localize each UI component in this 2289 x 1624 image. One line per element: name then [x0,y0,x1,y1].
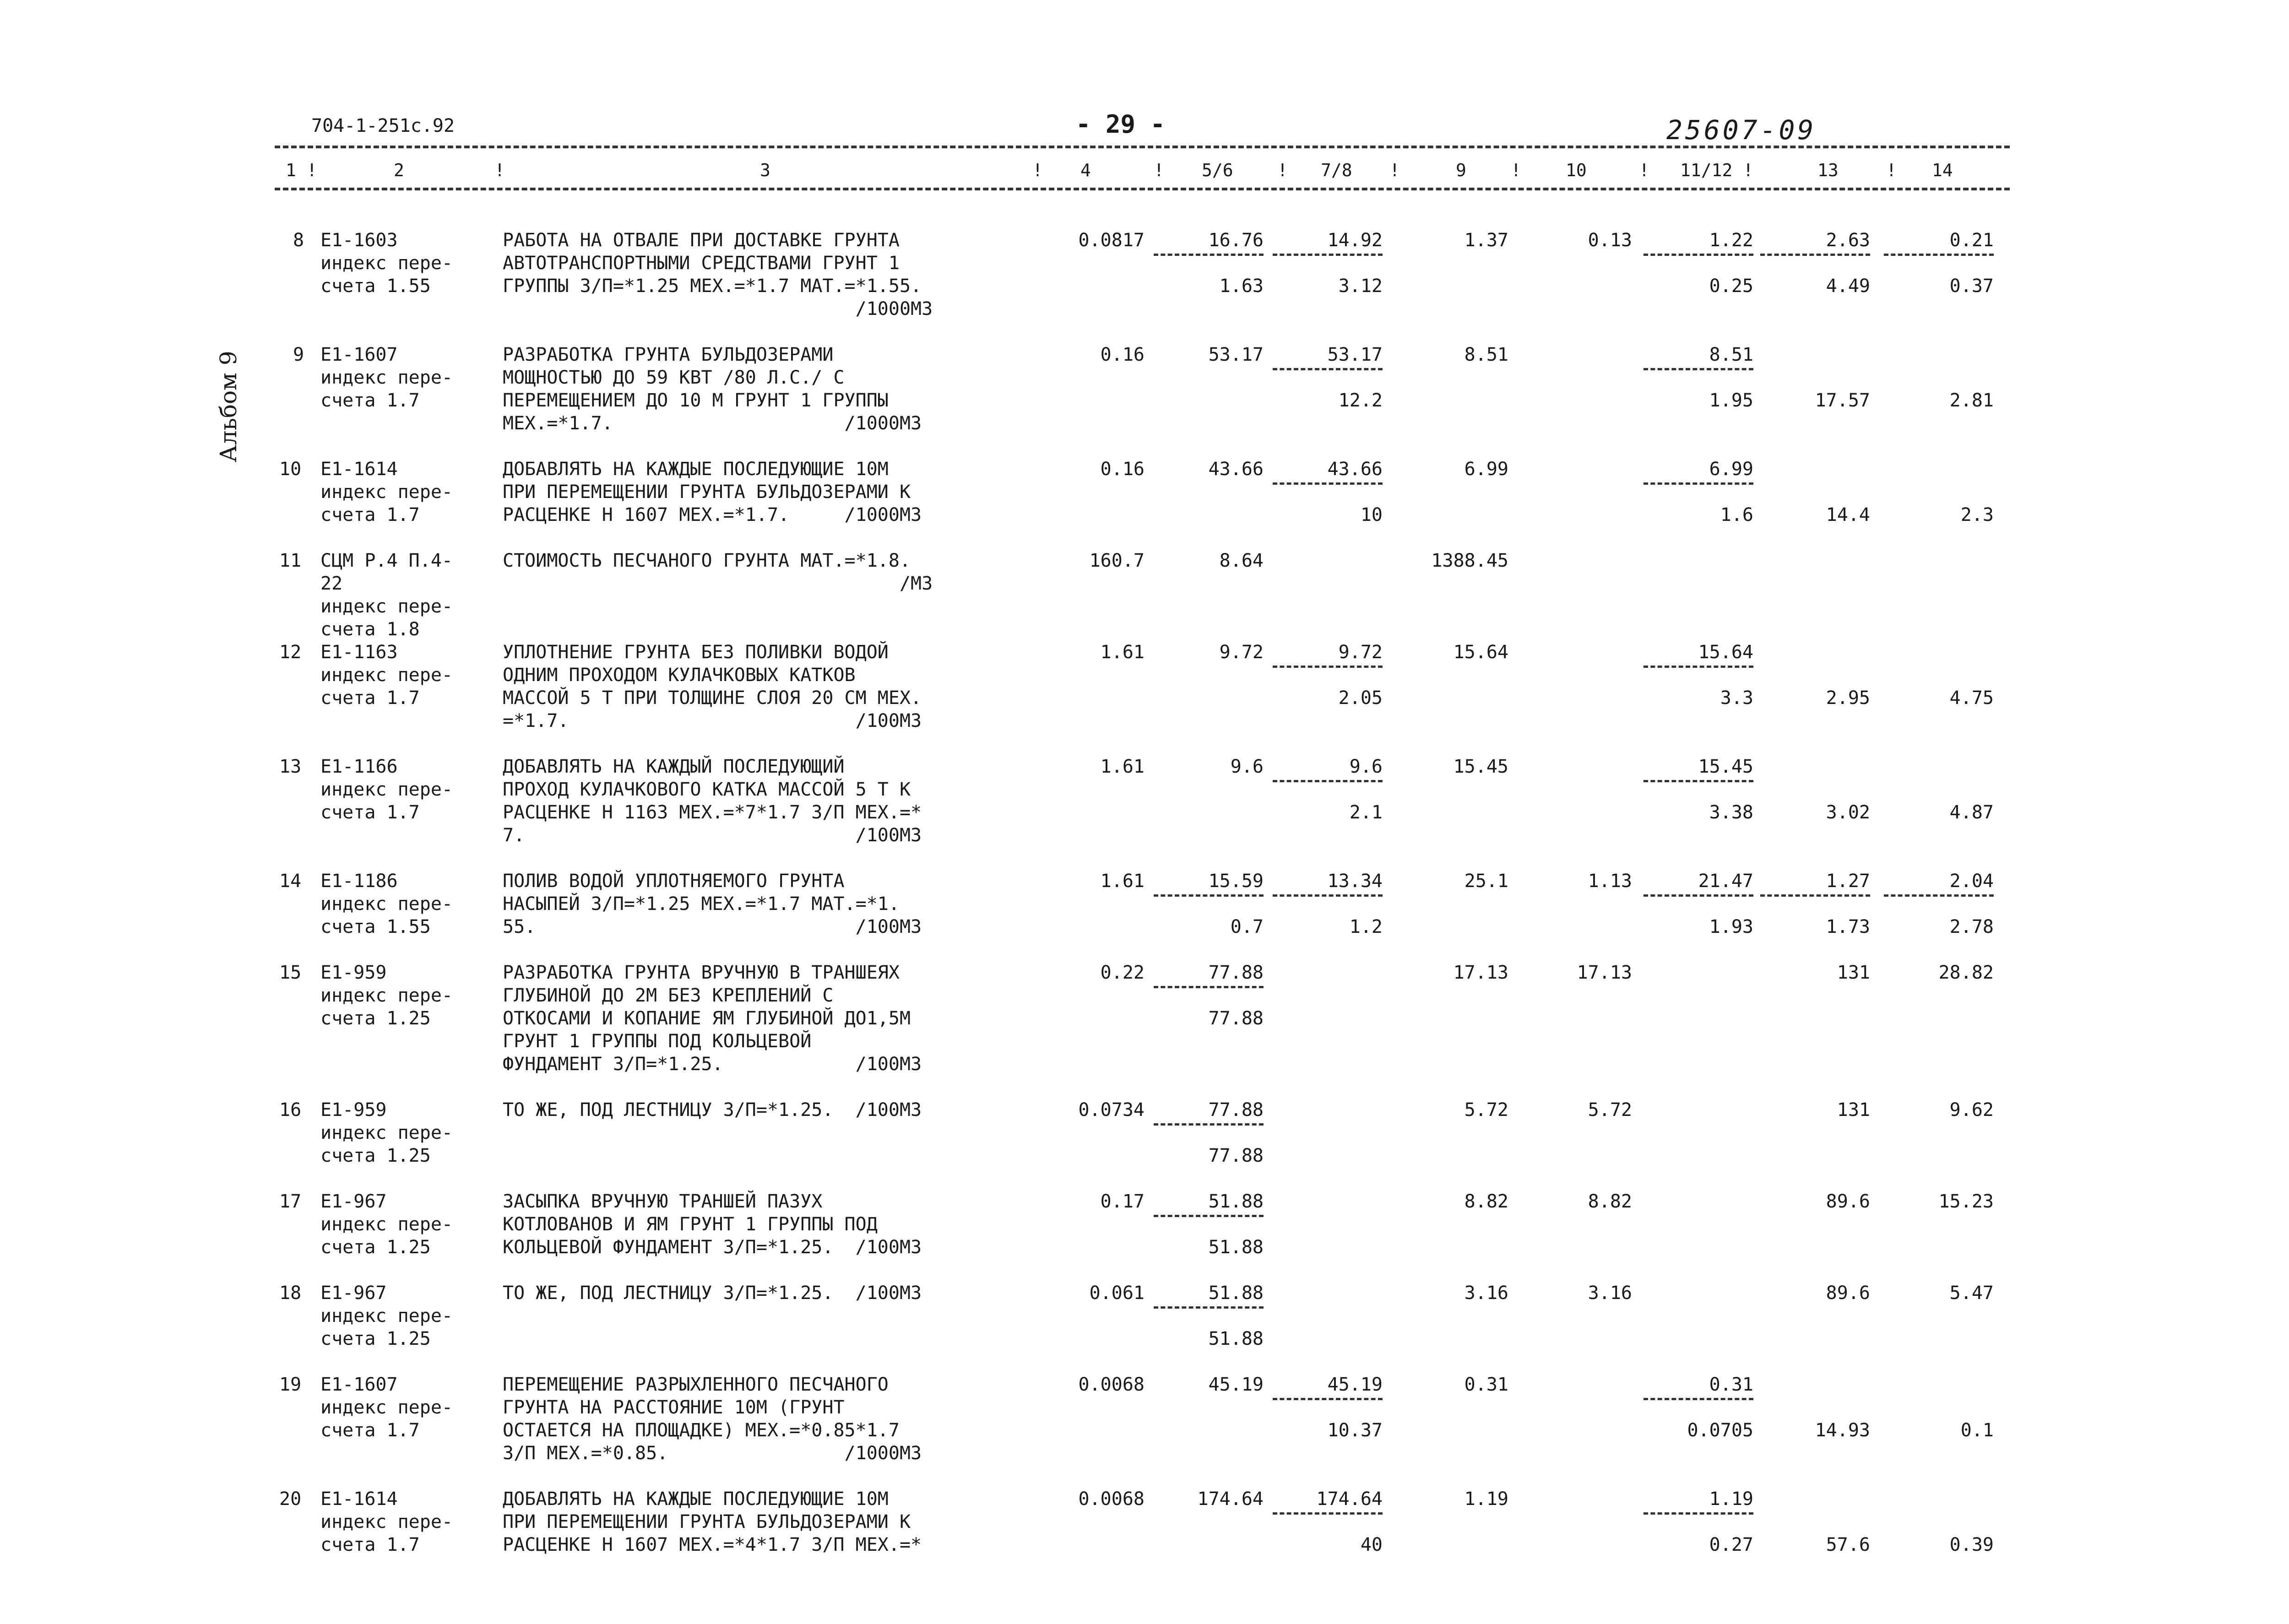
value-c9: 17.13 [1453,962,1508,983]
value-c12: 3.38 [1709,802,1753,823]
estimate-row [275,755,2010,865]
document-code: 704-1-251с.92 [311,115,455,136]
work-description: /1000М3 [503,298,933,319]
value-c13a: 2.63 [1760,229,1870,256]
value-c9: 8.51 [1464,344,1508,365]
column-number: 2 [394,160,404,180]
work-description: ОДНИМ ПРОХОДОМ КУЛАЧКОВЫХ КАТКОВ [503,665,856,686]
value-c7: 9.6 [1273,755,1383,782]
recalc-index: индекс пере- [320,1122,453,1143]
value-c9: 1.19 [1464,1489,1508,1510]
row-number: 12 [279,642,302,663]
rate-code: Е1-1186 [320,871,398,892]
recalc-index: индекс пере- [320,482,453,503]
page-number: - 29 - [1076,110,1166,139]
column-number: 10 [1566,160,1587,180]
value-c4: 0.0068 [1078,1489,1144,1510]
rate-code: Е1-1166 [320,756,398,777]
value-c14b: 2.81 [1949,390,1994,411]
value-c7: 13.34 [1273,870,1383,897]
recalc-index: счета 1.25 [320,1328,431,1349]
value-c13a: 89.6 [1826,1191,1870,1212]
value-c5: 45.19 [1208,1374,1264,1395]
value-c12: 0.27 [1709,1534,1753,1555]
row-number: 14 [279,871,302,892]
column-separator: ! [1154,160,1164,180]
column-separator: ! [494,160,505,180]
recalc-index: счета 1.7 [320,802,420,823]
row-number: 19 [279,1374,302,1395]
estimate-row [275,641,2010,751]
row-number: 8 [293,230,304,251]
value-c6: 0.7 [1230,916,1264,937]
value-c5: 77.88 [1154,1099,1264,1126]
recalc-index: 22 [320,573,343,594]
work-description: МАССОЙ 5 Т ПРИ ТОЛЩИНЕ СЛОЯ 20 СМ МЕХ. [503,687,922,709]
value-c4: 1.61 [1100,642,1144,663]
estimate-row [275,229,2010,339]
value-c13a: 131 [1837,1099,1870,1121]
value-c11: 6.99 [1644,458,1753,485]
value-c12: 1.6 [1720,504,1753,525]
rate-code: Е1-959 [320,962,387,983]
estimate-row [275,1373,2010,1483]
value-c6: 1.63 [1219,276,1264,297]
value-c14b: 0.1 [1960,1420,1994,1441]
column-separator: ! [1277,160,1288,180]
row-number: 18 [279,1283,302,1304]
value-c4: 160.7 [1089,550,1144,571]
value-c14a: 9.62 [1949,1099,1994,1121]
recalc-index: индекс пере- [320,985,453,1006]
value-c11: 15.45 [1644,755,1753,782]
work-description: ФУНДАМЕНТ З/П=*1.25. /100М3 [503,1054,922,1075]
row-number: 15 [279,962,302,983]
value-c11: 8.51 [1644,343,1753,370]
value-c13b: 4.49 [1826,276,1870,297]
recalc-index: индекс пере- [320,1305,453,1326]
value-c9: 25.1 [1464,871,1508,892]
value-c13a: 1.27 [1760,870,1870,897]
work-description: 7. /100М3 [503,825,922,846]
value-c5: 16.76 [1154,229,1264,256]
recalc-index: счета 1.7 [320,390,420,411]
value-c10: 8.82 [1588,1191,1632,1212]
row-number: 16 [279,1099,302,1121]
work-description: УПЛОТНЕНИЕ ГРУНТА БЕЗ ПОЛИВКИ ВОДОЙ [503,642,889,663]
value-c13a: 89.6 [1826,1283,1870,1304]
value-c9: 3.16 [1464,1283,1508,1304]
value-c5: 43.66 [1208,459,1264,480]
recalc-index: счета 1.7 [320,1420,420,1441]
value-c8: 1.2 [1349,916,1383,937]
value-c7: 14.92 [1273,229,1383,256]
recalc-index: индекс пере- [320,665,453,686]
column-separator: ! [1032,160,1043,180]
value-c13b: 1.73 [1826,916,1870,937]
work-description: ПЕРЕМЕЩЕНИЕ РАЗРЫХЛЕННОГО ПЕСЧАНОГО [503,1374,889,1395]
work-description: РАБОТА НА ОТВАЛЕ ПРИ ДОСТАВКЕ ГРУНТА [503,230,900,251]
rate-code: Е1-1614 [320,459,398,480]
rate-code: СЦМ Р.4 П.4- [320,550,453,571]
album-side-label: Альбом 9 [215,351,242,462]
rate-code: Е1-1163 [320,642,398,663]
value-c8: 2.1 [1349,802,1383,823]
rate-code: Е1-967 [320,1191,387,1212]
recalc-index: счета 1.7 [320,504,420,525]
column-number: 9 [1456,160,1466,180]
value-c5: 9.72 [1219,642,1264,663]
value-c8: 40 [1360,1534,1383,1555]
value-c14a: 15.23 [1938,1191,1994,1212]
work-description: ПРИ ПЕРЕМЕЩЕНИИ ГРУНТА БУЛЬДОЗЕРАМИ К [503,482,911,503]
work-description: 55. /100М3 [503,916,922,937]
value-c9: 0.31 [1464,1374,1508,1395]
recalc-index: счета 1.55 [320,916,431,937]
value-c14a: 5.47 [1949,1283,1994,1304]
value-c6: 51.88 [1208,1237,1264,1258]
value-c14a: 28.82 [1938,962,1994,983]
work-description: ОСТАЕТСЯ НА ПЛОЩАДКЕ) МЕХ.=*0.85*1.7 [503,1420,900,1441]
column-separator: ! [1886,160,1897,180]
value-c13b: 57.6 [1826,1534,1870,1555]
recalc-index: индекс пере- [320,893,453,915]
value-c13b: 14.4 [1826,504,1870,525]
value-c11: 0.31 [1644,1373,1753,1400]
column-separator: ! [1639,160,1649,180]
work-description: ЗАСЫПКА ВРУЧНУЮ ТРАНШЕЙ ПАЗУХ [503,1191,823,1212]
row-number: 13 [279,756,302,777]
rate-code: Е1-967 [320,1283,387,1304]
column-number: 3 [760,160,770,180]
work-description: РАЗРАБОТКА ГРУНТА ВРУЧНУЮ В ТРАНШЕЯХ [503,962,900,983]
work-description: ГЛУБИНОЙ ДО 2М БЕЗ КРЕПЛЕНИЙ С [503,985,834,1006]
work-description: ПЕРЕМЕЩЕНИЕМ ДО 10 М ГРУНТ 1 ГРУППЫ [503,390,889,411]
value-c9: 1.37 [1464,230,1508,251]
work-description: ОТКОСАМИ И КОПАНИЕ ЯМ ГЛУБИНОЙ ДО1,5М [503,1008,911,1029]
value-c6: 51.88 [1208,1328,1264,1349]
estimate-row [275,343,2010,453]
recalc-index: индекс пере- [320,596,453,617]
work-description: ПРОХОД КУЛАЧКОВОГО КАТКА МАССОЙ 5 Т К [503,779,911,800]
work-description: З/П МЕХ.=*0.85. /1000М3 [503,1443,922,1464]
value-c7: 53.17 [1273,343,1383,370]
recalc-index: счета 1.8 [320,619,420,640]
value-c4: 0.17 [1100,1191,1144,1212]
row-number: 17 [279,1191,302,1212]
value-c14b: 2.78 [1949,916,1994,937]
column-number: 11/12 ! [1680,160,1754,180]
work-description: РАСЦЕНКЕ Н 1163 МЕХ.=*7*1.7 З/П МЕХ.=* [503,802,922,823]
work-description: ДОБАВЛЯТЬ НА КАЖДЫЕ ПОСЛЕДУЮЩИЕ 10М [503,459,889,480]
value-c4: 0.061 [1089,1283,1144,1304]
value-c13b: 17.57 [1815,390,1870,411]
value-c5: 174.64 [1197,1489,1264,1510]
rate-code: Е1-1603 [320,230,398,251]
row-number: 11 [279,550,302,571]
value-c4: 1.61 [1100,871,1144,892]
value-c8: 10.37 [1327,1420,1383,1441]
rate-code: Е1-1607 [320,1374,398,1395]
value-c5: 15.59 [1154,870,1264,897]
value-c11: 15.64 [1644,641,1753,668]
value-c12: 0.0705 [1687,1420,1753,1441]
row-number: 10 [279,459,302,480]
work-description: МЕХ.=*1.7. /1000М3 [503,413,922,434]
recalc-index: индекс пере- [320,367,453,388]
value-c9: 8.82 [1464,1191,1508,1212]
work-description: ГРУППЫ З/П=*1.25 МЕХ.=*1.7 МАТ.=*1.55. [503,276,922,297]
value-c13b: 3.02 [1826,802,1870,823]
value-c8: 2.05 [1338,687,1383,709]
value-c4: 0.16 [1100,344,1144,365]
work-description: МОЩНОСТЬЮ ДО 59 КВТ /80 Л.С./ С [503,367,845,388]
value-c5: 51.88 [1154,1282,1264,1309]
work-description: ДОБАВЛЯТЬ НА КАЖДЫЕ ПОСЛЕДУЮЩИЕ 10М [503,1489,889,1510]
column-number: 4 [1080,160,1091,180]
row-number: 9 [293,344,304,365]
work-description: КОТЛОВАНОВ И ЯМ ГРУНТ 1 ГРУППЫ ПОД [503,1214,878,1235]
value-c12: 0.25 [1709,276,1753,297]
work-description: ПОЛИВ ВОДОЙ УПЛОТНЯЕМОГО ГРУНТА [503,871,845,892]
value-c11: 21.47 [1644,870,1753,897]
value-c6: 77.88 [1208,1008,1264,1029]
work-description: ТО ЖЕ, ПОД ЛЕСТНИЦУ З/П=*1.25. /100М3 [503,1099,922,1121]
value-c10: 0.13 [1588,230,1632,251]
value-c7: 43.66 [1273,458,1383,485]
recalc-index: индекс пере- [320,1511,453,1532]
value-c10: 3.16 [1588,1283,1632,1304]
work-description: КОЛЬЦЕВОЙ ФУНДАМЕНТ З/П=*1.25. /100М3 [503,1237,922,1258]
work-description: СТОИМОСТЬ ПЕСЧАНОГО ГРУНТА МАТ.=*1.8. [503,550,911,571]
value-c5: 77.88 [1154,961,1264,988]
value-c11: 1.22 [1644,229,1753,256]
work-description: ПРИ ПЕРЕМЕЩЕНИИ ГРУНТА БУЛЬДОЗЕРАМИ К [503,1511,911,1532]
value-c12: 1.95 [1709,390,1753,411]
value-c14b: 4.75 [1949,687,1994,709]
work-description: ТО ЖЕ, ПОД ЛЕСТНИЦУ З/П=*1.25. /100М3 [503,1283,922,1304]
value-c8: 12.2 [1338,390,1383,411]
value-c10: 17.13 [1577,962,1632,983]
value-c14a: 2.04 [1884,870,1994,897]
recalc-index: счета 1.7 [320,687,420,709]
column-number: 5/6 [1202,160,1233,180]
value-c4: 0.0734 [1078,1099,1144,1121]
value-c9: 6.99 [1464,459,1508,480]
work-description: =*1.7. /100М3 [503,710,922,731]
work-description: ДОБАВЛЯТЬ НА КАЖДЫЙ ПОСЛЕДУЮЩИЙ [503,756,845,777]
value-c7: 174.64 [1273,1488,1383,1515]
recalc-index: счета 1.25 [320,1237,431,1258]
recalc-index: индекс пере- [320,779,453,800]
work-description: /М3 [503,573,933,594]
value-c5: 53.17 [1208,344,1264,365]
value-c8: 3.12 [1338,276,1383,297]
value-c9: 5.72 [1464,1099,1508,1121]
work-description: РАСЦЕНКЕ Н 1607 МЕХ.=*1.7. /1000М3 [503,504,922,525]
work-description: АВТОТРАНСПОРТНЫМИ СРЕДСТВАМИ ГРУНТ 1 [503,253,900,274]
value-c10: 5.72 [1588,1099,1632,1121]
rate-code: Е1-1607 [320,344,398,365]
value-c6: 77.88 [1208,1145,1264,1166]
recalc-index: счета 1.25 [320,1145,431,1166]
column-number: 1 ! [286,160,317,180]
work-description: ГРУНТ 1 ГРУППЫ ПОД КОЛЬЦЕВОЙ [503,1031,812,1052]
value-c4: 1.61 [1100,756,1144,777]
document-number: 25607-09 [1666,114,1817,146]
work-description: РАСЦЕНКЕ Н 1607 МЕХ.=*4*1.7 З/П МЕХ.=* [503,1534,922,1555]
column-number: 14 [1932,160,1953,180]
value-c9: 1388.45 [1431,550,1508,571]
estimate-row [275,1488,2010,1597]
estimate-row [275,961,2010,1075]
column-separator: ! [1389,160,1400,180]
value-c4: 0.22 [1100,962,1144,983]
value-c12: 3.3 [1720,687,1753,709]
value-c9: 15.45 [1453,756,1508,777]
work-description: РАЗРАБОТКА ГРУНТА БУЛЬДОЗЕРАМИ [503,344,834,365]
rate-code: Е1-1614 [320,1489,398,1510]
value-c13b: 2.95 [1826,687,1870,709]
value-c11: 1.19 [1644,1488,1753,1515]
work-description: НАСЫПЕЙ З/П=*1.25 МЕХ.=*1.7 МАТ.=*1. [503,893,900,915]
value-c13b: 14.93 [1815,1420,1870,1441]
recalc-index: индекс пере- [320,253,453,274]
value-c5: 51.88 [1154,1190,1264,1217]
recalc-index: счета 1.55 [320,276,431,297]
value-c14b: 0.37 [1949,276,1994,297]
value-c14b: 0.39 [1949,1534,1994,1555]
recalc-index: индекс пере- [320,1397,453,1418]
value-c12: 1.93 [1709,916,1753,937]
recalc-index: счета 1.7 [320,1534,420,1555]
value-c7: 45.19 [1273,1373,1383,1400]
value-c4: 0.0817 [1078,230,1144,251]
value-c9: 15.64 [1453,642,1508,663]
value-c4: 0.16 [1100,459,1144,480]
value-c13a: 131 [1837,962,1870,983]
value-c4: 0.0068 [1078,1374,1144,1395]
value-c8: 10 [1360,504,1383,525]
work-description: ГРУНТА НА РАССТОЯНИЕ 10М (ГРУНТ [503,1397,845,1418]
column-number: 13 [1817,160,1839,180]
value-c14b: 4.87 [1949,802,1994,823]
column-number: 7/8 [1321,160,1352,180]
recalc-index: счета 1.25 [320,1008,431,1029]
row-number: 20 [279,1489,302,1510]
rate-code: Е1-959 [320,1099,387,1121]
value-c14b: 2.3 [1960,504,1994,525]
column-separator: ! [1511,160,1521,180]
value-c7: 9.72 [1273,641,1383,668]
value-c5: 9.6 [1230,756,1264,777]
recalc-index: индекс пере- [320,1214,453,1235]
value-c5: 8.64 [1219,550,1264,571]
value-c14a: 0.21 [1884,229,1994,256]
value-c10: 1.13 [1588,871,1632,892]
